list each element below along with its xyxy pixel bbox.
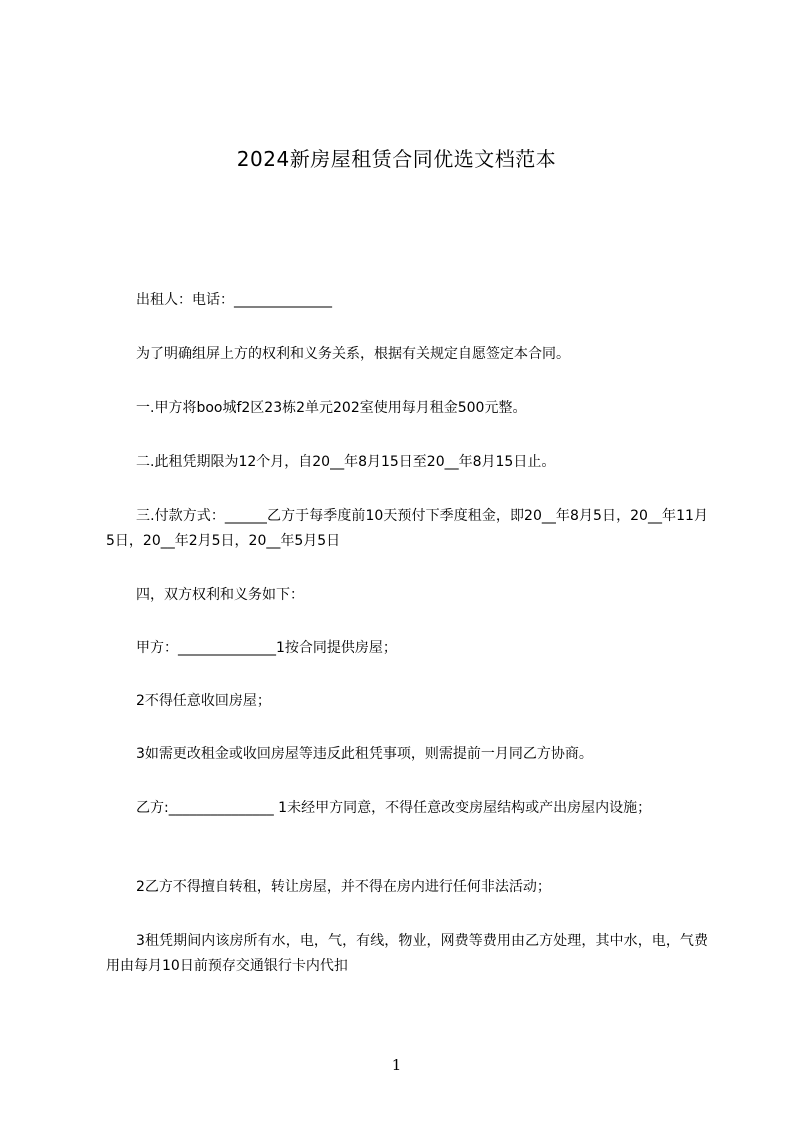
- paragraph-clause-1: 一.甲方将boo城f2区23栋2单元202室使用每月租金500元整。: [136, 400, 527, 416]
- paragraph-clause-4: 四，双方权利和义务如下：: [136, 587, 304, 603]
- paragraph-party-a-3: 3如需更改租金或收回房屋等违反此租凭事项，则需提前一月同乙方协商。: [136, 746, 593, 762]
- paragraph-party-a-2: 2不得任意收回房屋；: [136, 693, 271, 709]
- paragraph-lessor: 出租人：电话：______________: [136, 292, 332, 308]
- paragraph-party-a: 甲方：______________1按合同提供房屋；: [136, 640, 397, 656]
- paragraph-party-b: 乙方:_______________ 1未经甲方同意，不得任意改变房屋结构或产出房屋内设施；: [136, 800, 652, 816]
- paragraph-clause-3: 三.付款方式：______乙方于每季度前10天预付下季度租金，即20__年8月5日，20__年11月5日，20__年2月5日，20__年5月5日: [106, 508, 708, 549]
- page-number: 1: [391, 1056, 402, 1074]
- paragraph-clause-2: 二.此租凭期限为12个月，自20__年8月15日至20__年8月15日止。: [136, 454, 556, 470]
- paragraph-party-b-3: 3租凭期间内该房所有水，电，气，有线，物业，网费等费用由乙方处理，其中水，电，气费用由每月10日前预存交通银行卡内代扣: [106, 933, 708, 974]
- document-title: 2024新房屋租赁合同优选文档范本: [236, 147, 557, 171]
- paragraph-party-b-2: 2乙方不得擅自转租，转让房屋，并不得在房内进行任何非法活动；: [136, 879, 551, 895]
- paragraph-purpose: 为了明确组屏上方的权利和义务关系，根据有关规定自愿签定本合同。: [136, 346, 570, 362]
